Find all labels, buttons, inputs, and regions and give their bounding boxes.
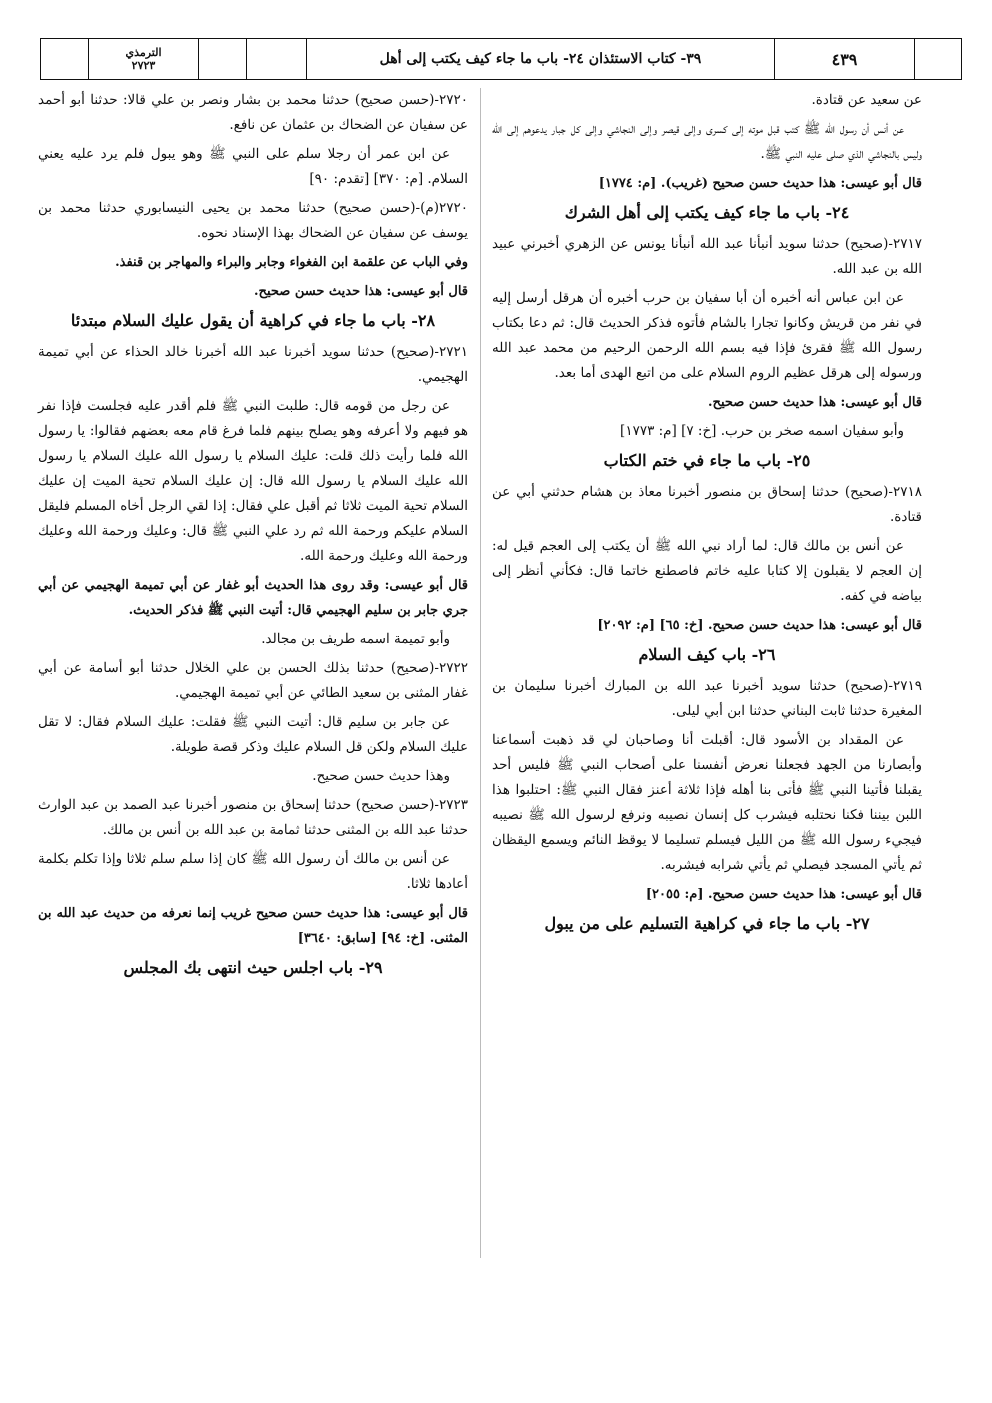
hadith-paragraph: ٢٧٢٣-(حسن صحيح) حدثنا إسحاق بن منصور أخبرنا عبد الصمد بن عبد الوارث حدثنا عبد الله بن المثنى حدثنا ثمامة بن عبد الله بن أنس بن مالك.	[38, 797, 468, 838]
header-cell-empty	[247, 39, 307, 79]
page-header	[40, 38, 962, 80]
chapter-heading: ٢٥- باب ما جاء في ختم الكتاب	[603, 451, 811, 470]
hadith-paragraph: وهذا حديث حسن صحيح.	[312, 768, 450, 784]
header-book-ref	[89, 39, 199, 79]
commentary-note: قال أبو عيسى: هذا حديث حسن صحيح (غريب). [م: ١٧٧٤]	[598, 176, 922, 191]
chapter-heading: ٢٨- باب ما جاء في كراهية أن يقول عليك السلام مبتدئا	[70, 311, 436, 330]
hadith-paragraph: ٢٧١٩-(صحيح) حدثنا سويد أخبرنا عبد الله بن المبارك أخبرنا سليمان بن المغيرة حدثنا ثابت البناني حدثنا ابن أبي ليلى.	[492, 678, 922, 719]
commentary-note: قال أبو عيسى: هذا حديث حسن صحيح غريب إنما نعرفه من حديث عبد الله بن المثنى. [خ: ٩٤] [سابق: ٣٦٤٠]	[38, 906, 468, 946]
chapter-heading: ٢٦- باب كيف السلام	[638, 645, 776, 664]
hadith-paragraph: عن جابر بن سليم قال: أتيت النبي ﷺ فقلت: عليك السلام فقال: لا تقل عليك السلام ولكن قل السلام عليك وذكر قصة طويلة.	[38, 714, 468, 755]
header-cell-empty	[199, 39, 247, 79]
commentary-note: قال أبو عيسى: وقد روى هذا الحديث أبو غفار عن أبي تميمة الهجيمي عن أبي جري جابر بن سليم الهجيمي قال: أتيت النبي ﷺ فذكر الحديث.	[38, 578, 468, 618]
column-separator	[480, 88, 481, 1258]
chapter-heading: ٢٧- باب ما جاء في كراهية التسليم على من يبول	[544, 914, 870, 933]
hadith-paragraph: وأبو تميمة اسمه طريف بن مجالد.	[261, 631, 450, 647]
hadith-paragraph: عن سعيد عن قتادة.	[811, 92, 922, 108]
hadith-paragraph: عن المقداد بن الأسود قال: أقبلت أنا وصاحبان لي قد ذهبت أسماعنا وأبصارنا من الجهد فجعلنا نعرض أنفسنا على أصحاب النبي ﷺ فليس أحد يقبلنا فأتينا النبي ﷺ فأتى بنا أهله فإذا ثلاثة أعنز فقال النبي ﷺ: احتلبوا هذا اللبن بيننا فكنا نحتلبه فيشرب كل إنسان نصيبه ونرفع لرسول الله ﷺ نصيبه فيجيء رسول الله ﷺ من الليل فيسلم تسليما لا يوقظ النائم ويسمع اليقظان ثم يأتي المسجد فيصلي ثم يأتي شرابه فيشربه.	[492, 732, 922, 873]
chapter-heading: ٢٤- باب ما جاء كيف يكتب إلى أهل الشرك	[564, 203, 850, 222]
left-column	[38, 88, 468, 1288]
book-name: الترمذي	[125, 46, 162, 59]
commentary-note: قال أبو عيسى: هذا حديث حسن صحيح. [م: ٢٠٥٥]	[645, 887, 922, 902]
hadith-paragraph: عن أنس بن مالك أن رسول الله ﷺ كان إذا سلم سلم ثلاثا وإذا تكلم بكلمة أعادها ثلاثا.	[38, 851, 468, 892]
hadith-paragraph: عن أنس أن رسول الله ﷺ كتب قبل موته إلى كسرى وإلى قيصر وإلى النجاشي وإلى كل جبار يدعوهم إلى الله وليس بالنجاشي الذي صلى عليه النبي ﷺ.	[492, 121, 922, 162]
commentary-note: قال أبو عيسى: هذا حديث حسن صحيح.	[254, 284, 468, 299]
header-cell-empty	[41, 39, 89, 79]
hadith-paragraph: ٢٧١٨-(صحيح) حدثنا إسحاق بن منصور أخبرنا معاذ بن هشام حدثني أبي عن قتادة.	[492, 484, 922, 525]
commentary-note: وفي الباب عن علقمة ابن الفغواء وجابر والبراء والمهاجر بن قنفذ.	[115, 255, 468, 270]
hadith-paragraph: ٢٧١٧-(صحيح) حدثنا سويد أنبأنا عبد الله أنبأنا يونس عن الزهري أخبرني عبيد الله بن عبد الله.	[492, 236, 922, 277]
chapter-heading: ٢٩- باب اجلس حيث انتهى بك المجلس	[123, 958, 383, 977]
right-column	[492, 88, 922, 1288]
hadith-paragraph: ٢٧٢٢-(صحيح) حدثنا بذلك الحسن بن علي الخلال حدثنا أبو أسامة عن أبي غفار المثنى بن سعيد الطائي عن أبي تميمة الهجيمي.	[38, 660, 468, 701]
hadith-paragraph: ٢٧٢٠-(حسن صحيح) حدثنا محمد بن بشار ونصر بن علي قالا: حدثنا أبو أحمد عن سفيان عن الضحاك بن عثمان عن نافع.	[38, 92, 468, 133]
header-cell-empty	[915, 39, 961, 79]
page-number: ٤٣٩	[775, 39, 915, 79]
hadith-paragraph: عن أنس بن مالك قال: لما أراد نبي الله ﷺ أن يكتب إلى العجم قيل له: إن العجم لا يقبلون إلا كتابا عليه خاتم فاصطنع خاتما قال: فكأني أنظر إلى بياضه في كفه.	[492, 538, 922, 604]
hadith-paragraph: وأبو سفيان اسمه صخر بن حرب. [خ: ٧] [م: ١٧٧٣]	[620, 423, 904, 439]
commentary-note: قال أبو عيسى: هذا حديث حسن صحيح. [خ: ٦٥] [م: ٢٠٩٢]	[597, 618, 922, 633]
commentary-note: قال أبو عيسى: هذا حديث حسن صحيح.	[708, 395, 922, 410]
header-title: ٣٩- كتاب الاستئذان ٢٤- باب ما جاء كيف يكتب إلى أهل	[307, 39, 775, 79]
hadith-paragraph: ٢٧٢١-(صحيح) حدثنا سويد أخبرنا عبد الله أخبرنا خالد الحذاء عن أبي تميمة الهجيمي.	[38, 344, 468, 385]
hadith-paragraph: ٢٧٢٠(م)-(حسن صحيح) حدثنا محمد بن يحيى النيسابوري حدثنا محمد بن يوسف عن سفيان عن الضحاك بهذا الإسناد نحوه.	[38, 200, 468, 241]
book-number: ٢٧٢٣	[131, 59, 156, 72]
hadith-paragraph: عن ابن عباس أنه أخبره أن أبا سفيان بن حرب أخبره أن هرقل أرسل إليه في نفر من قريش وكانوا تجارا بالشام فأتوه فذكر الحديث قال: ثم دعا بكتاب رسول الله ﷺ فقرئ فإذا فيه بسم الله الرحمن الرحيم من محمد عبد الله ورسوله إلى هرقل عظيم الروم السلام على من اتبع الهدى أما بعد.	[492, 290, 922, 381]
hadith-paragraph: عن ابن عمر أن رجلا سلم على النبي ﷺ وهو يبول فلم يرد عليه يعني السلام. [م: ٣٧٠] [تقدم: ٩٠]	[38, 146, 468, 187]
hadith-paragraph: عن رجل من قومه قال: طلبت النبي ﷺ فلم أقدر عليه فجلست فإذا نفر هو فيهم ولا أعرفه وهو يصلح بينهم فلما فرغ قام معه بعضهم فقالوا: يا رسول الله فلما رأيت ذلك قلت: عليك السلام يا رسول الله عليك السلام يا رسول الله عليك السلام يا رسول الله قال: إن عليك السلام تحية الميت إن عليك السلام تحية الميت ثلاثا ثم أقبل علي فقال: إذا لقي الرجل أخاه المسلم فليقل السلام عليكم ورحمة الله ثم رد علي النبي ﷺ قال: وعليك ورحمة الله وعليك ورحمة الله وعليك ورحمة الله.	[38, 398, 468, 564]
